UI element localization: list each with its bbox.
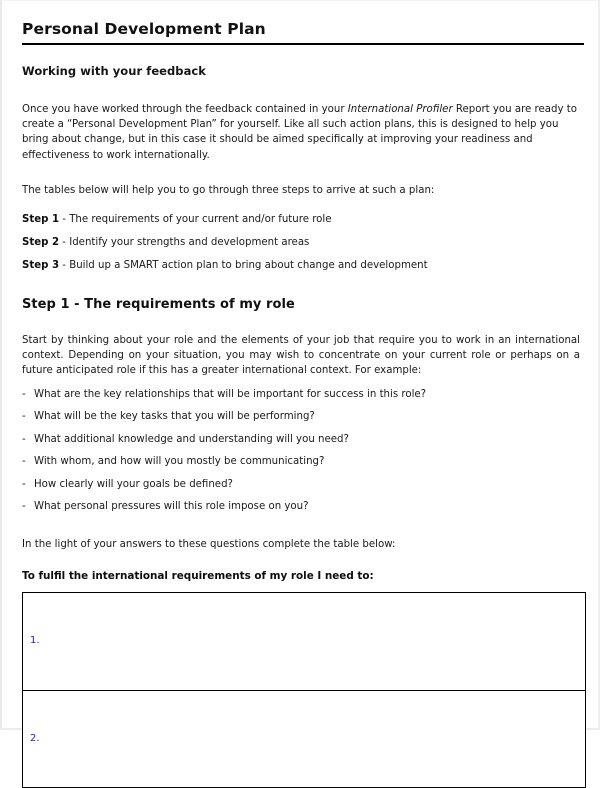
requirements-form-table (22, 592, 586, 788)
requirements-question-list (22, 379, 584, 522)
list-item-label: With whom, and how will you mostly be communicating? (34, 456, 325, 468)
list-item (22, 454, 584, 477)
step-line-1 (22, 212, 584, 235)
step-text-2: - Identify your strengths and development areas (59, 237, 310, 249)
list-item-label: What are the key relationships that will be important for success in this role? (34, 388, 427, 400)
intro-paragraph (22, 79, 580, 163)
dash-bullet-icon: - (22, 501, 26, 513)
row-marker-1: 1. (30, 635, 40, 647)
dash-bullet-icon: - (22, 433, 26, 445)
step-label-3: Step 3 (22, 260, 60, 272)
intro-paragraph-part1: Once you have worked through the feedback contained in your (22, 104, 348, 115)
list-item-label: What additional knowledge and understanding will you need? (34, 433, 349, 445)
dash-bullet-icon: - (22, 478, 26, 490)
table-caption: To fulfil the international requirements of my role I need to: (22, 569, 374, 582)
step-label-2: Step 2 (22, 237, 60, 249)
table-row[interactable] (23, 690, 585, 787)
section-heading-step-1: Step 1 - The requirements of my role (22, 297, 295, 313)
steps-list (22, 198, 584, 281)
step-line-3 (22, 258, 584, 281)
list-item-label: How clearly will your goals be defined? (34, 478, 233, 490)
light-of-answers-paragraph: In the light of your answers to these questions complete the table below: (22, 538, 396, 550)
step-line-2 (22, 235, 584, 258)
list-item (22, 499, 584, 522)
dash-bullet-icon: - (22, 411, 26, 423)
step-text-1: - The requirements of your current and/or future role (59, 214, 332, 226)
sub-heading-working-with-your-feedback: Working with your feedback (22, 64, 206, 78)
table-row[interactable] (23, 593, 585, 690)
list-item (22, 432, 584, 455)
step-label-1: Step 1 (22, 214, 60, 226)
international-profiler-italic: International Profiler (347, 104, 453, 115)
document-content (22, 1, 584, 788)
dash-bullet-icon: - (22, 456, 26, 468)
list-item (22, 409, 584, 432)
row-marker-2: 2. (30, 732, 40, 744)
list-item (22, 387, 584, 410)
step-text-3: - Build up a SMART action plan to bring about change and development (59, 260, 428, 272)
list-item-label: What will be the key tasks that you will be performing? (34, 411, 315, 423)
list-item-label: What personal pressures will this role impose on you? (34, 501, 309, 513)
dash-bullet-icon: - (22, 388, 26, 400)
step1-paragraph: Start by thinking about your role and the elements of your job that require you to work in an international context. Depending on your situation, you may wish to concentrate on your current role or perhaps on a future anticipated role if this has a greater international context. For example: (22, 335, 580, 377)
page-title: Personal Development Plan (22, 20, 266, 38)
intro-paragraph-part2: Report you are ready to create a “Personal Development Plan” for yourself. Like all such action plans, this is designed to help you bring about change, but in this case it should be aimed specifically at improving your readiness and effectiveness to work internationally. (22, 104, 577, 161)
tables-intro-paragraph: The tables below will help you to go through three steps to arrive at such a plan: (22, 184, 435, 196)
list-item (22, 477, 584, 500)
